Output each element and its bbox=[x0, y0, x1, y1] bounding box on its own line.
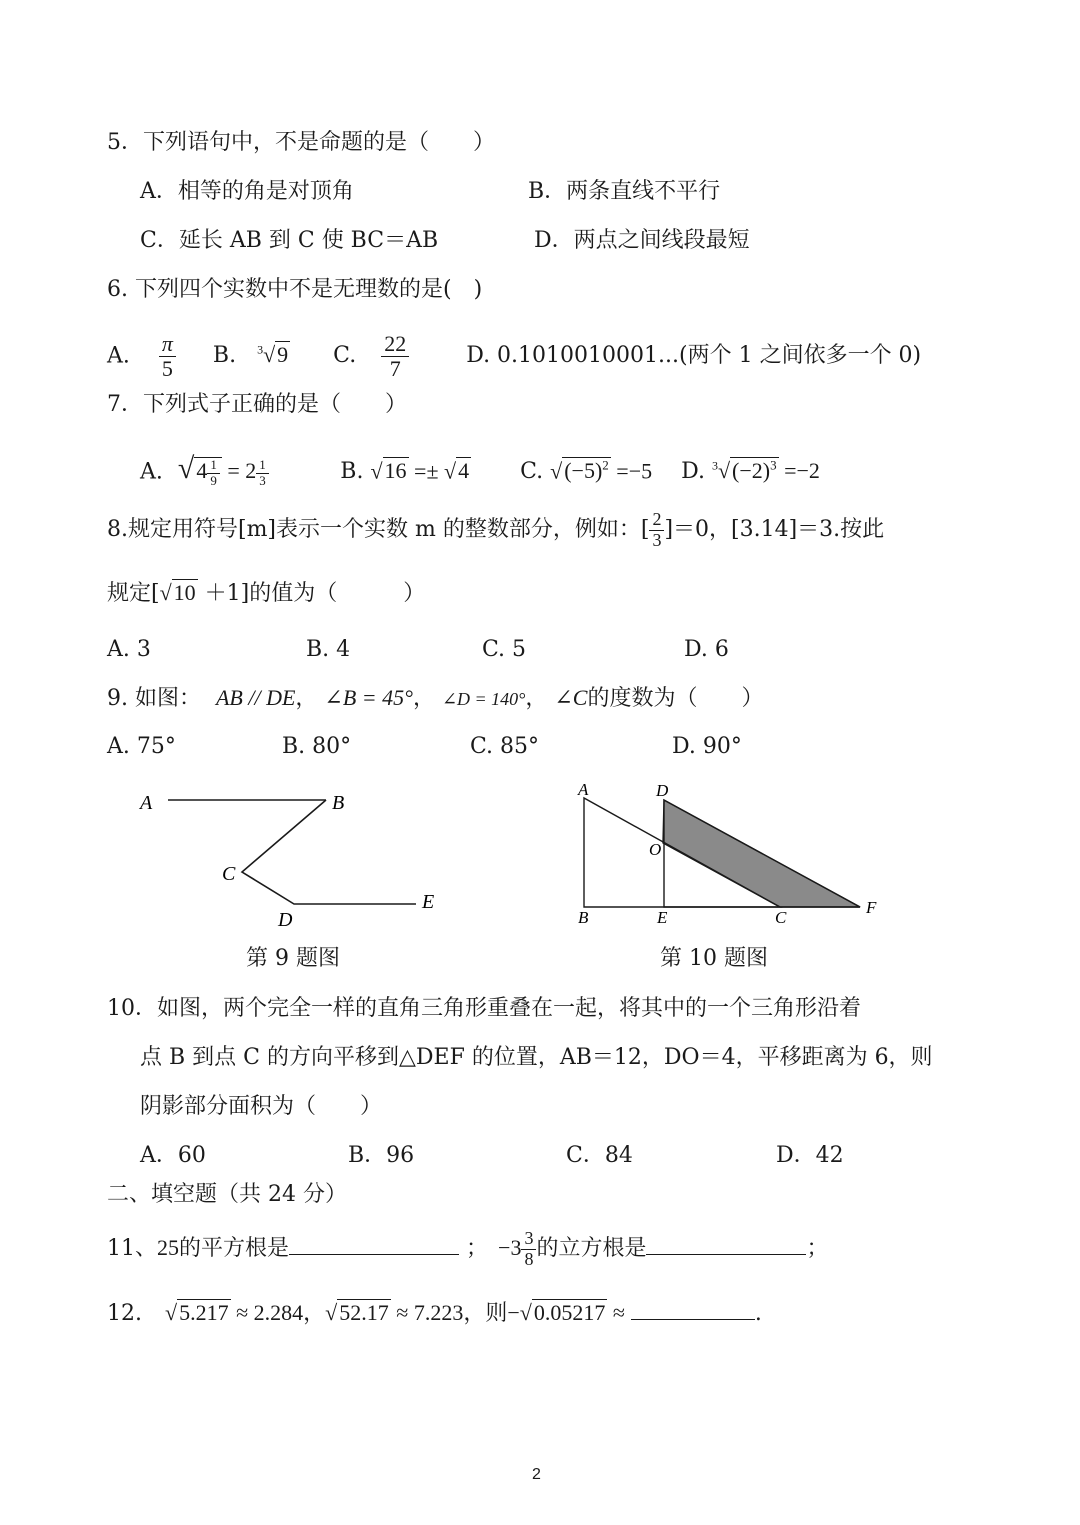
q5-option-a: A．相等的角是对顶角 bbox=[140, 179, 354, 204]
q7-option-c-label: C. bbox=[520, 459, 544, 485]
q6-option-d: D. 0.1010010001...(两个 1 之间依多一个 0) bbox=[466, 343, 922, 369]
q7-options-row bbox=[140, 440, 820, 492]
q10-label-b: B bbox=[578, 908, 589, 927]
q9-path-bcde bbox=[242, 800, 416, 904]
q6-a-numerator: π bbox=[159, 332, 176, 357]
q6-option-c-fraction bbox=[381, 332, 409, 381]
q11-text1: 的平方根是 bbox=[179, 1236, 290, 1261]
q9-label-a: A bbox=[140, 792, 153, 814]
q6-b-radicand: 9 bbox=[277, 342, 289, 368]
q9-option-d: D. 90° bbox=[672, 734, 742, 759]
q7-a-frac-num: 1 bbox=[207, 458, 220, 473]
q6-option-b-label: B. bbox=[212, 343, 237, 369]
q11-answer-blank-1[interactable] bbox=[289, 1232, 459, 1255]
q9-cond-angle-d: ∠D = 140° bbox=[441, 689, 526, 709]
q6-option-a-label: A. bbox=[107, 343, 130, 369]
q7-c-radicand: (−5) bbox=[564, 458, 603, 484]
q9-option-a: A. 75° bbox=[107, 734, 176, 759]
q7-d-rest: =−2 bbox=[784, 458, 820, 484]
q10-label-c: C bbox=[775, 908, 787, 927]
q9-angle-c: ∠C bbox=[554, 685, 588, 710]
q5-option-b: B．两条直线不平行 bbox=[528, 179, 721, 204]
q6-option-a-fraction bbox=[159, 332, 176, 381]
q12-root2: √52.17 ≈ 7.223 bbox=[325, 1300, 464, 1325]
q12-then: ，则 bbox=[463, 1301, 508, 1326]
q7-c-exponent: 2 bbox=[602, 458, 609, 473]
q11-frac-den: 8 bbox=[524, 1248, 534, 1269]
q7-option-a-expr: √4 $\frac{1}{9}$ = 2 $\frac{1}{3}$ bbox=[178, 458, 274, 483]
q7-option-b-expr: √16 =± √4 bbox=[370, 458, 470, 484]
q9-suffix: 的度数为（ ） bbox=[587, 686, 764, 711]
q8-line1-a: 8.规定用符号[m]表示一个实数 m 的整数部分，例如：[ bbox=[107, 517, 650, 542]
q7-a-result-den: 3 bbox=[259, 472, 266, 488]
q11-line bbox=[107, 1220, 828, 1276]
q12-approx: ≈ bbox=[612, 1300, 625, 1325]
q7-a-frac-den: 9 bbox=[210, 472, 217, 488]
q8-line2-a: 规定[ bbox=[107, 581, 160, 606]
q6-a-denominator: 5 bbox=[161, 355, 173, 381]
q7-a-whole: 4 bbox=[196, 458, 208, 484]
q7-d-index: 3 bbox=[711, 459, 718, 473]
q12-radicand3: 0.05217 bbox=[533, 1300, 606, 1325]
q6-c-numerator: 22 bbox=[381, 332, 409, 357]
q5-stem: 5．下列语句中，不是命题的是（ ） bbox=[107, 130, 495, 155]
q8-option-b: B. 4 bbox=[306, 637, 351, 662]
q11-neg-whole: −3 bbox=[498, 1235, 522, 1260]
q7-option-d-label: D. bbox=[681, 459, 705, 485]
q8-option-d: D. 6 bbox=[684, 637, 729, 662]
q12-radicand1: 5.217 bbox=[179, 1300, 229, 1325]
q12-value1: ≈ 2.284 bbox=[236, 1300, 304, 1325]
q11-end: ； bbox=[806, 1236, 829, 1261]
section-heading-fill-in: 二、填空题（共 24 分） bbox=[107, 1182, 347, 1207]
q12-comma: ， bbox=[303, 1301, 326, 1326]
q7-c-rest: =−5 bbox=[616, 458, 653, 484]
q9-cond-angle-b: ∠B = 45° bbox=[324, 685, 413, 710]
q8-option-c: C. 5 bbox=[482, 637, 527, 662]
q7-option-c-expr: $√(-5)^2 =-5$ bbox=[550, 458, 653, 484]
q12-answer-blank[interactable] bbox=[631, 1297, 755, 1320]
q9-option-b: B. 80° bbox=[282, 734, 352, 759]
q9-label-e: E bbox=[422, 891, 435, 913]
q6-stem: 6. 下列四个实数中不是无理数的是( ) bbox=[107, 277, 483, 302]
q10-label-f: F bbox=[866, 898, 877, 917]
q11-frac-num: 3 bbox=[521, 1229, 536, 1250]
q6-option-b-root: $^3$√9 bbox=[257, 342, 289, 368]
q7-d-exponent: 3 bbox=[770, 458, 777, 473]
q10-option-b: B．96 bbox=[348, 1143, 415, 1168]
q12-line bbox=[107, 1297, 762, 1329]
q9-label-c: C bbox=[222, 863, 236, 885]
q10-label-e: E bbox=[657, 908, 668, 927]
q7-stem: 7．下列式子正确的是（ ） bbox=[107, 392, 407, 417]
q11-separator: ； bbox=[466, 1236, 489, 1261]
q9-prefix: 9. 如图： bbox=[107, 686, 201, 711]
q7-option-b-label: B. bbox=[340, 459, 364, 485]
q12-root3: −√0.05217 ≈ bbox=[507, 1300, 625, 1325]
q5-option-d: D．两点之间线段最短 bbox=[534, 228, 750, 253]
q7-option-a-label: A. bbox=[140, 459, 163, 485]
q9-figure-caption: 第 9 题图 bbox=[246, 946, 340, 971]
q10-line2: 点 B 到点 C 的方向平移到△DEF 的位置，AB＝12，DO＝4，平移距离为 6，则 bbox=[140, 1045, 933, 1070]
q10-label-d: D bbox=[656, 781, 669, 800]
q10-label-a: A bbox=[578, 780, 589, 799]
q8-line2: 规定[√10 ＋1]的值为（ ） bbox=[107, 580, 426, 606]
q12-end: . bbox=[754, 1301, 762, 1326]
q11-text2: 的立方根是 bbox=[536, 1236, 647, 1261]
q8-example-den: 3 bbox=[652, 529, 662, 550]
q8-option-a: A. 3 bbox=[107, 637, 151, 662]
page-number: 2 bbox=[532, 1466, 541, 1483]
q8-line1 bbox=[107, 502, 884, 558]
q7-a-result-num: 1 bbox=[256, 458, 269, 473]
q12-neg: − bbox=[507, 1300, 520, 1325]
q7-d-radicand: (−2) bbox=[732, 458, 771, 484]
q8-line1-b: ]＝0，[3.14]＝3.按此 bbox=[664, 517, 885, 542]
q12-prefix: 12. bbox=[107, 1301, 142, 1326]
q9-cond-parallel: AB // DE bbox=[215, 685, 296, 710]
q11-number: 25 bbox=[157, 1235, 179, 1260]
q10-option-a: A．60 bbox=[140, 1143, 206, 1168]
q6-options-row bbox=[107, 322, 922, 381]
q10-line3: 阴影部分面积为（ ） bbox=[140, 1094, 383, 1119]
q9-stem: 9. 如图： AB // DE， ∠B = 45°， ∠D = 140°， ∠C的度数为（ ） bbox=[107, 685, 764, 711]
q5-option-c: C．延长 AB 到 C 使 BC＝AB bbox=[140, 228, 439, 253]
q7-b-radicand: 16 bbox=[384, 458, 407, 484]
q8-line2-b: ＋1]的值为（ ） bbox=[204, 581, 426, 606]
q10-label-o: O bbox=[649, 840, 662, 859]
q7-b-radicand2: 4 bbox=[458, 458, 470, 484]
q7-option-d-expr: $^3√(-2)^3 =-2$ bbox=[711, 458, 820, 484]
q10-option-d: D．42 bbox=[776, 1143, 844, 1168]
q6-option-c-label: C. bbox=[333, 343, 357, 369]
q9-label-b: B bbox=[332, 792, 345, 814]
q12-value2: ≈ 7.223 bbox=[396, 1300, 464, 1325]
q7-a-equals: = 2 bbox=[227, 458, 257, 484]
q11-prefix: 11、 bbox=[107, 1236, 157, 1261]
q10-figure bbox=[570, 778, 890, 933]
q6-c-denominator: 7 bbox=[389, 355, 401, 381]
q10-figure-caption: 第 10 题图 bbox=[660, 946, 768, 971]
q10-line1: 10．如图，两个完全一样的直角三角形重叠在一起，将其中的一个三角形沿着 bbox=[107, 996, 861, 1021]
q12-radicand2: 52.17 bbox=[339, 1300, 389, 1325]
q8-radicand: 10 bbox=[173, 580, 196, 605]
q12-root1: √5.217 ≈ 2.284 bbox=[165, 1300, 304, 1325]
q9-figure bbox=[130, 780, 460, 940]
q10-option-c: C．84 bbox=[566, 1143, 633, 1168]
q7-b-rest: =± bbox=[414, 458, 439, 484]
q11-answer-blank-2[interactable] bbox=[646, 1232, 806, 1255]
q8-example-num: 2 bbox=[649, 510, 664, 531]
q9-label-d: D bbox=[278, 909, 293, 931]
q9-option-c: C. 85° bbox=[470, 734, 540, 759]
q6-b-index: 3 bbox=[257, 343, 264, 357]
